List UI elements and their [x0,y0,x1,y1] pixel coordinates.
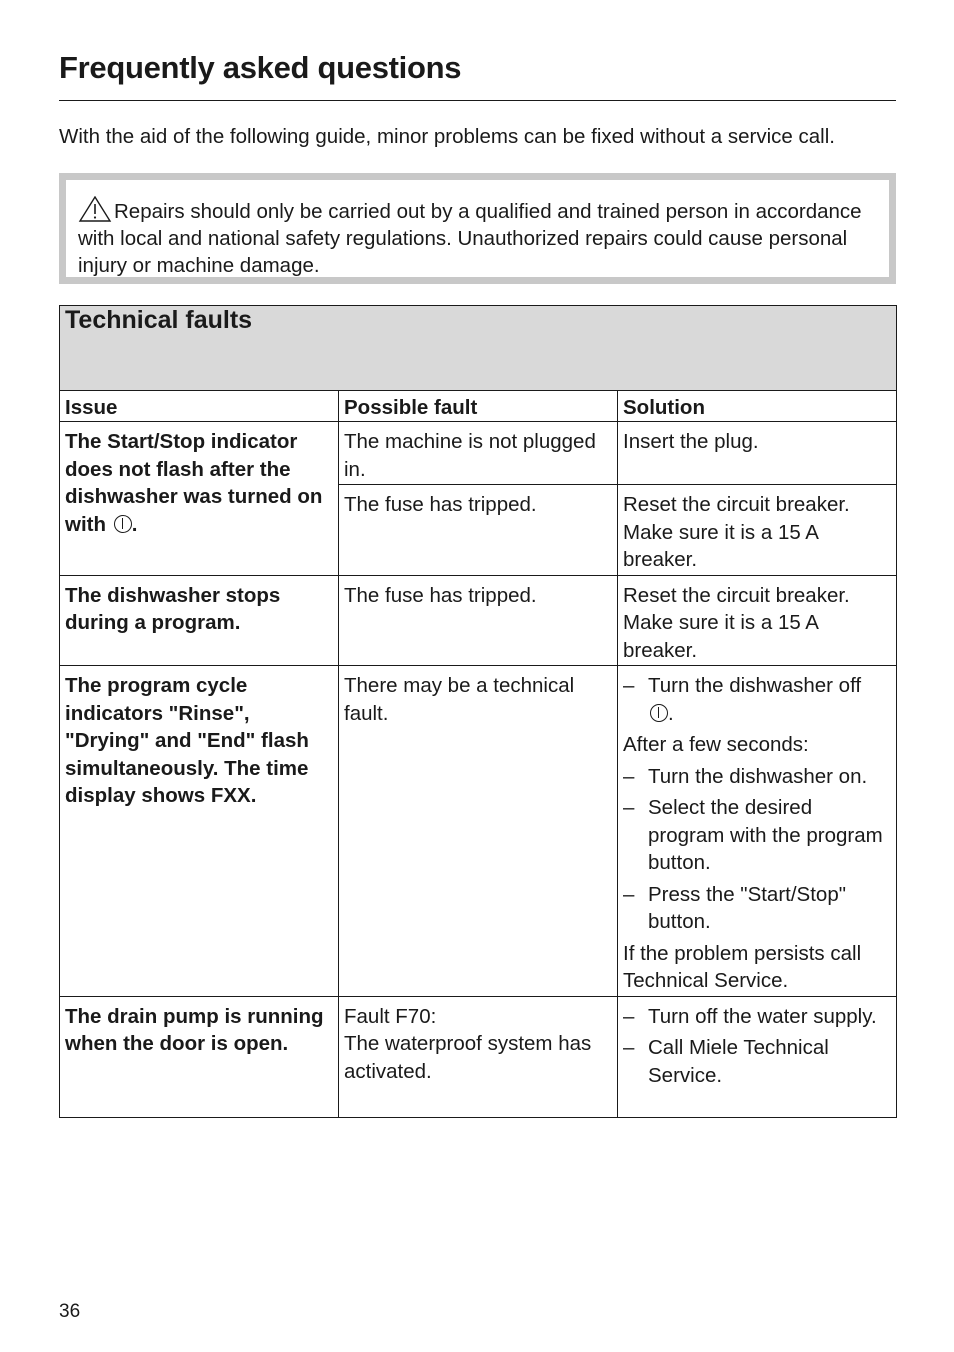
solution-step [623,881,891,936]
solution-cell: Insert the plug. [618,422,897,485]
step-text: Call Miele Technical Service. [648,1036,829,1087]
technical-faults-table [59,305,897,1118]
dash-marker: – [623,764,635,788]
dash-marker: – [623,1036,635,1059]
issue-cell: The program cycle indicators "Rinse", "Drying" and "End" flash simultaneously. The time display shows FXX. [60,666,339,997]
step-text: Select the desired program with the program button. [648,796,883,874]
fault-text: The waterproof system has activated. [344,1032,592,1083]
fault-cell: The fuse has tripped. [339,575,618,666]
column-header-solution: Solution [618,391,897,422]
solution-cell: Reset the circuit breaker. Make sure it is a 15 A breaker. [618,485,897,576]
solution-cell: Reset the circuit breaker. Make sure it is a 15 A breaker. [618,575,897,666]
solution-step [623,794,891,877]
dash-marker: – [623,796,635,819]
warning-box [59,173,896,284]
issue-cell: The dishwasher stops during a program. [60,575,339,666]
dash-marker: – [623,674,635,697]
table-row [60,575,897,666]
page-title: Frequently asked questions [59,50,462,85]
warning-triangle-icon [78,196,112,222]
intro-text: With the aid of the following guide, minor problems can be fixed without a service call. [59,125,835,148]
section-title: Technical faults [60,306,897,391]
warning-text: Repairs should only be carried out by a qualified and trained person in accordance with local and national safety regulations. Unauthorized repairs could cause personal injury or machine damage. [78,200,862,277]
dash-marker: – [623,1004,635,1028]
column-header-fault: Possible fault [339,391,618,422]
solution-step [623,1003,891,1031]
step-text: Press the "Start/Stop" button. [648,882,847,933]
solution-step [623,672,891,727]
issue-suffix: . [131,512,138,536]
solution-cell [618,996,897,1117]
issue-cell: The drain pump is running when the door is open. [60,996,339,1117]
power-on-icon [114,515,132,533]
solution-step [623,1034,891,1089]
warning-inner [66,180,889,277]
power-off-icon [650,704,668,722]
page-number: 36 [59,1301,81,1322]
issue-text: The Start/Stop indicator does not flash after the dishwasher was turned on with [65,430,323,536]
step-text: Turn the dishwasher on. [648,764,868,788]
step-suffix: . [668,701,674,725]
fault-cell [339,996,618,1117]
column-header-issue: Issue [60,391,339,422]
table-row [60,996,897,1117]
fault-code: Fault F70: [344,1004,437,1028]
fault-cell: There may be a technical fault. [339,666,618,997]
solution-cell [618,666,897,997]
fault-cell: The machine is not plugged in. [339,422,618,485]
solution-note: If the problem persists call Technical Service. [623,941,862,992]
step-text: Turn off the water supply. [648,1004,877,1028]
solution-step [623,763,891,791]
fault-cell: The fuse has tripped. [339,485,618,576]
issue-cell [60,422,339,576]
dash-marker: – [623,882,635,906]
solution-note: After a few seconds: [623,733,809,756]
step-text: Turn the dishwasher off [648,674,862,697]
title-divider [59,100,896,101]
table-row [60,422,897,485]
table-row [60,666,897,997]
